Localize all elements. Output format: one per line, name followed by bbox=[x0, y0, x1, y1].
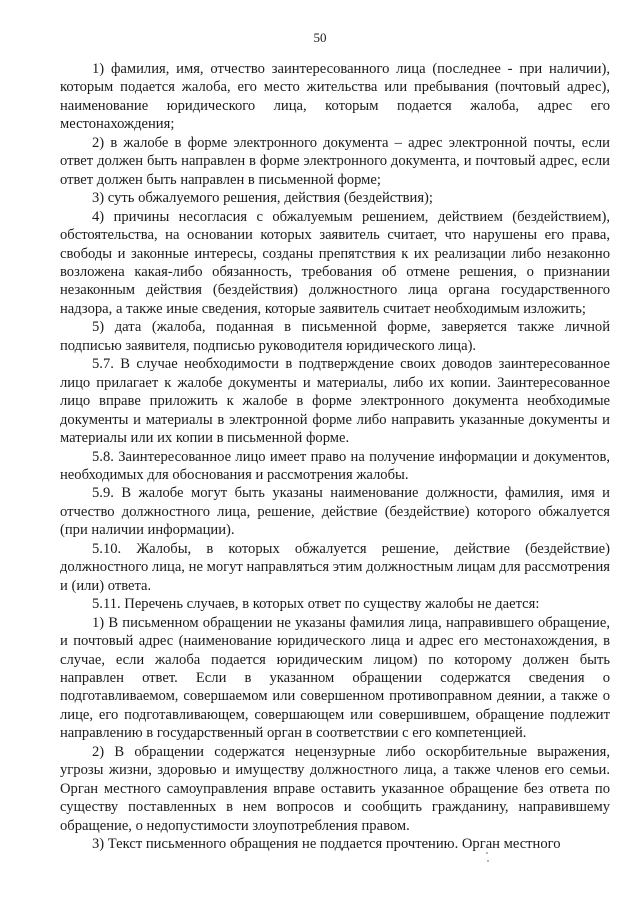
paragraph-case-3: 3) Текст письменного обращения не поддается прочтению. Орган местного bbox=[92, 836, 561, 853]
paragraph-5-11: 5.11. Перечень случаев, в которых ответ по существу жалобы не дается: bbox=[92, 596, 540, 613]
paragraph-5-8: 5.8. Заинтересованное лицо имеет право на получение информации и документов, необходимых для обоснования и рассмотрения жалобы. bbox=[60, 448, 610, 483]
scan-artifact bbox=[486, 852, 488, 854]
paragraph-case-1: 1) В письменном обращении не указаны фамилия лица, направившего обращение, и почтовый адрес (наименование юридического лица и адрес его местонахождения, в случае, если жалоба подается юридическим лицом) по которому должен быть направлен ответ. Если в указанном обращении содержатся сведения о подготавливаемом, совершаемом или совершенном противоправном деянии, а также о лице, его подготавливающем, совершающем или совершившем, обращение подлежит направлению в государственный орган в соответствии с его компетенцией. bbox=[60, 614, 610, 742]
paragraph-item-1: 1) фамилия, имя, отчество заинтересованного лица (последнее - при наличии), которым подается жалоба, его место жительства или пребывания (почтовый адрес), наименование юридического лица, которым подается жалоба, адрес его местонахождения; bbox=[60, 61, 610, 133]
paragraph-item-4: 4) причины несогласия с обжалуемым решением, действием (бездействием), обстоятельства, на основании которых заявитель считает, что нарушены его права, свободы и законные интересы, созданы препятствия к их реализации либо незаконно возложена какая-либо обязанность, требования об отмене решения, о признании незаконным действия (бездействия) должностного лица органа государственного надзора, а также иные сведения, которые заявитель считает необходимым изложить; bbox=[60, 208, 610, 317]
paragraph-item-3: 3) суть обжалуемого решения, действия (бездействия); bbox=[92, 190, 433, 207]
paragraph-item-5: 5) дата (жалоба, поданная в письменной форме, заверяется также личной подписью заявителя, подписью руководителя юридического лица). bbox=[60, 319, 610, 354]
paragraph-5-10: 5.10. Жалобы, в которых обжалуется решение, действие (бездействие) должностного лица, не могут направляться этим должностным лицам для рассмотрения и (или) ответа. bbox=[60, 540, 610, 594]
scan-artifact bbox=[487, 860, 489, 862]
paragraph-5-9: 5.9. В жалобе могут быть указаны наименование должности, фамилия, имя и отчество должностного лица, решение, действие (бездействие) которого обжалуется (при наличии информации). bbox=[60, 485, 610, 539]
page-number: 50 bbox=[313, 30, 327, 45]
paragraph-item-2: 2) в жалобе в форме электронного документа – адрес электронной почты, если ответ должен быть направлен в форме электронного документа, и почтовый адрес, если ответ должен быть направлен в письменной форме; bbox=[60, 134, 610, 188]
paragraph-5-7: 5.7. В случае необходимости в подтверждение своих доводов заинтересованное лицо прилагает к жалобе документы и материалы, либо их копии. Заинтересованное лицо вправе приложить к жалобе в форме электронного документа необходимые документы и материалы в электронной форме либо направить указанные документы и материалы или их копии в письменной форме. bbox=[60, 356, 610, 447]
paragraph-case-2: 2) В обращении содержатся нецензурные либо оскорбительные выражения, угрозы жизни, здоровью и имуществу должностного лица, а также членов его семьи. Орган местного самоуправления вправе оставить указанное обращение без ответа по существу поставленных в нем вопросов и сообщить гражданину, направившему обращение, о недопустимости злоупотребления правом. bbox=[60, 743, 610, 834]
document-body bbox=[60, 60, 610, 853]
